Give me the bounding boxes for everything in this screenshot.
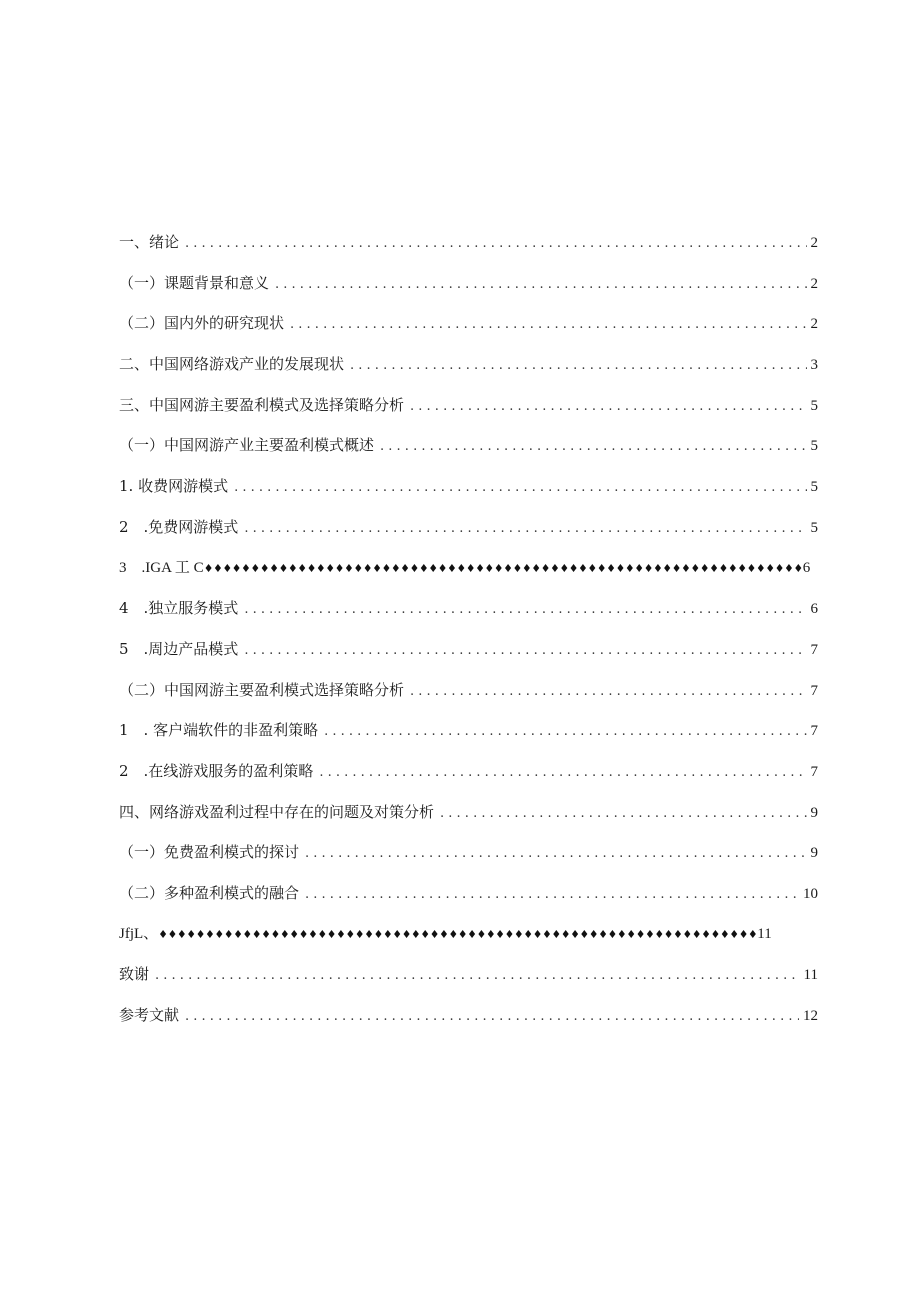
toc-entry-label: （一）免费盈利模式的探讨 — [119, 843, 300, 862]
toc-leader-dots — [410, 678, 806, 706]
table-of-contents — [119, 228, 818, 1042]
toc-entry-industry-status[interactable] — [119, 350, 818, 391]
toc-entry-merchandise[interactable] — [119, 635, 818, 676]
toc-entry-free-discussion[interactable] — [119, 838, 818, 879]
toc-leader-dots — [319, 759, 806, 787]
toc-entry-label: （二）中国网游主要盈利模式选择策略分析 — [119, 680, 405, 699]
toc-entry-page: 2 — [810, 235, 818, 251]
toc-entry-label: 1. 收费网游模式 — [119, 477, 229, 496]
toc-entry-page: 7 — [810, 723, 818, 740]
toc-entry-label: 三、中国网游主要盈利模式及选择策略分析 — [119, 395, 405, 414]
toc-leader-dots — [234, 474, 806, 502]
toc-entry-page: 2 — [810, 316, 818, 333]
toc-entry-page: 5 — [810, 519, 818, 536]
toc-entry-page: 5 — [810, 479, 818, 496]
toc-entry-label: JfjL、 — [119, 925, 159, 942]
toc-entry-label: 2 .免费网游模式 — [119, 517, 239, 536]
toc-entry-independent-service[interactable] — [119, 594, 818, 635]
toc-leader-dots — [244, 637, 806, 665]
toc-entry-research-status[interactable] — [119, 309, 818, 350]
toc-leader-dots — [305, 881, 799, 909]
toc-entry-introduction[interactable] — [119, 228, 818, 269]
toc-entry-page: 3 — [810, 357, 818, 374]
toc-entry-label: （一）课题背景和意义 — [119, 273, 270, 292]
toc-entry-strategy-analysis[interactable] — [119, 676, 818, 717]
toc-entry-iga[interactable] — [119, 554, 818, 595]
toc-leader-dots — [244, 596, 806, 624]
toc-entry-page: 6 — [802, 559, 811, 576]
toc-entry-page: 12 — [803, 1008, 818, 1025]
toc-entry-label: （二）国内外的研究现状 — [119, 314, 285, 333]
toc-entry-label: 1 . 客户端软件的非盈利策略 — [119, 721, 319, 740]
toc-entry-page: 11 — [803, 967, 818, 984]
toc-leader-dots — [185, 1003, 799, 1031]
toc-entry-page: 9 — [810, 804, 818, 821]
toc-entry-profit-models[interactable] — [119, 391, 818, 432]
toc-leader-dots — [244, 515, 806, 543]
toc-garbled-fill: ♦♦♦♦♦♦♦♦♦♦♦♦♦♦♦♦♦♦♦♦♦♦♦♦♦♦♦♦♦♦♦♦♦♦♦♦♦♦♦♦♦♦♦♦♦♦♦♦♦♦♦♦♦♦♦♦♦♦♦♦♦♦♦♦ — [158, 927, 758, 941]
toc-entry-acknowledgements[interactable] — [119, 960, 818, 1001]
toc-entry-label: （一）中国网游产业主要盈利模式概述 — [119, 436, 375, 455]
toc-leader-dots — [324, 718, 806, 746]
toc-entry-label: 二、中国网络游戏产业的发展现状 — [119, 355, 345, 374]
toc-entry-label: 一、绪论 — [119, 233, 180, 251]
toc-entry-models-overview[interactable] — [119, 431, 818, 472]
toc-entry-conclusion[interactable] — [119, 920, 818, 961]
toc-leader-dots — [275, 271, 806, 299]
toc-leader-dots — [290, 311, 806, 339]
toc-entry-page: 5 — [810, 397, 818, 414]
toc-entry-page: 6 — [810, 601, 818, 618]
toc-entry-label: 四、网络游戏盈利过程中存在的问题及对策分析 — [119, 802, 435, 821]
toc-entry-page: 7 — [810, 682, 818, 699]
toc-entry-page: 5 — [810, 438, 818, 455]
toc-entry-page: 10 — [803, 886, 818, 902]
toc-entry-background[interactable] — [119, 269, 818, 310]
toc-entry-page: 7 — [810, 641, 818, 658]
toc-entry-page: 11 — [757, 925, 772, 942]
toc-entry-references[interactable] — [119, 1001, 818, 1042]
toc-leader-dots — [185, 230, 806, 258]
toc-leader-dots — [410, 393, 806, 421]
toc-entry-paid-model[interactable] — [119, 472, 818, 513]
toc-garbled-fill: ♦♦♦♦♦♦♦♦♦♦♦♦♦♦♦♦♦♦♦♦♦♦♦♦♦♦♦♦♦♦♦♦♦♦♦♦♦♦♦♦♦♦♦♦♦♦♦♦♦♦♦♦♦♦♦♦♦♦♦♦♦♦♦♦ — [203, 561, 803, 575]
toc-entry-client-software[interactable] — [119, 716, 818, 757]
toc-entry-model-fusion[interactable] — [119, 879, 818, 920]
toc-entry-label: 5 .周边产品模式 — [119, 639, 239, 658]
toc-entry-label: （二）多种盈利模式的融合 — [119, 884, 300, 902]
toc-entry-free-model[interactable] — [119, 513, 818, 554]
toc-entry-page: 9 — [810, 845, 818, 862]
toc-entry-label: 2 .在线游戏服务的盈利策略 — [119, 761, 314, 780]
toc-leader-dots — [440, 800, 806, 828]
toc-leader-dots — [380, 433, 806, 461]
toc-entry-online-service[interactable] — [119, 757, 818, 798]
toc-leader-dots — [305, 840, 806, 868]
toc-entry-page: 7 — [810, 763, 818, 780]
toc-entry-label: 4 .独立服务模式 — [119, 599, 239, 618]
toc-entry-page: 2 — [810, 275, 818, 292]
toc-leader-dots — [350, 352, 806, 380]
toc-leader-dots — [155, 962, 800, 990]
toc-entry-label: 致谢 — [119, 965, 150, 984]
toc-entry-label: 3 .IGA 工 C — [119, 559, 204, 576]
toc-entry-problems[interactable] — [119, 798, 818, 839]
toc-entry-label: 参考文献 — [119, 1006, 180, 1025]
